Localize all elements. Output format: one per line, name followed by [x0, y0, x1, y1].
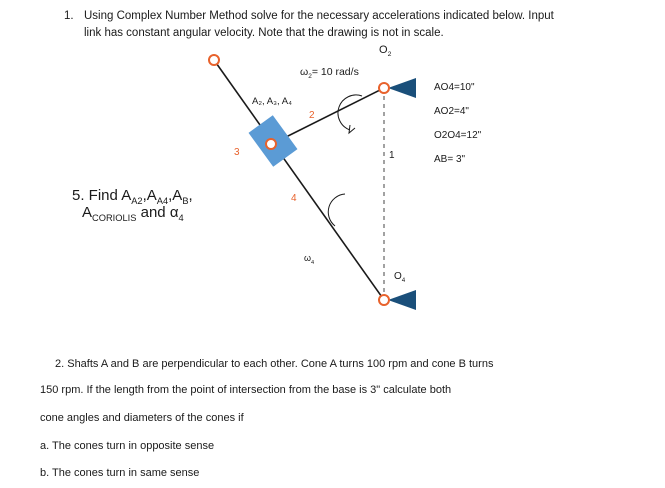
a-joint: [266, 139, 276, 149]
o4-ground-icon: [388, 290, 416, 310]
omega-4-arc: [328, 194, 345, 226]
question-2-line-3: cone angles and diameters of the cones if: [40, 412, 244, 424]
o2-ground-icon: [388, 78, 416, 98]
question-2-line-2: 150 rpm. If the length from the point of intersection from the base is 3" calculate both: [40, 384, 452, 396]
question-1-number: 1.: [64, 10, 74, 22]
omega-2-label: $\omega_2= 10$ rad/s: [300, 66, 359, 81]
link-1-label: 1: [389, 150, 395, 161]
omega-4-label: $\omega_4$: [304, 253, 315, 266]
omega-2-arrow-icon: [349, 125, 355, 133]
given-ao2: AO2=4": [434, 106, 469, 117]
o2-label: $O_2$: [379, 44, 392, 59]
a-points-label: A₂, A₃, A₄: [252, 96, 292, 107]
link-4-line: [214, 60, 384, 300]
given-o2o4: O2O4=12": [434, 130, 482, 141]
link-3-label: 3: [234, 147, 240, 158]
given-ab: AB= 3": [434, 154, 466, 165]
question-5-line-2: $A_{CORIOLIS}$ and $\alpha_4$: [82, 204, 184, 223]
link-4-end-joint: [209, 55, 219, 65]
question-2-line-1: 2. Shafts A and B are perpendicular to each other. Cone A turns 100 rpm and cone B turns: [55, 358, 494, 370]
question-2-option-a: a. The cones turn in opposite sense: [40, 440, 215, 452]
question-5-line-1: 5. Find $A_{A2},A_{A4},A_B$,: [72, 187, 193, 206]
question-2-option-b: b. The cones turn in same sense: [40, 467, 200, 479]
o4-label: $O_4$: [394, 271, 406, 284]
question-1-line-2: link has constant angular velocity. Note that the drawing is not in scale.: [84, 27, 444, 39]
o2-joint: [379, 83, 389, 93]
link-2-label: 2: [309, 110, 315, 121]
link-4-label: 4: [291, 193, 297, 204]
o4-joint: [379, 295, 389, 305]
question-1-line-1: Using Complex Number Method solve for the necessary accelerations indicated below. Input: [84, 10, 554, 22]
given-ao4: AO4=10": [434, 82, 475, 93]
